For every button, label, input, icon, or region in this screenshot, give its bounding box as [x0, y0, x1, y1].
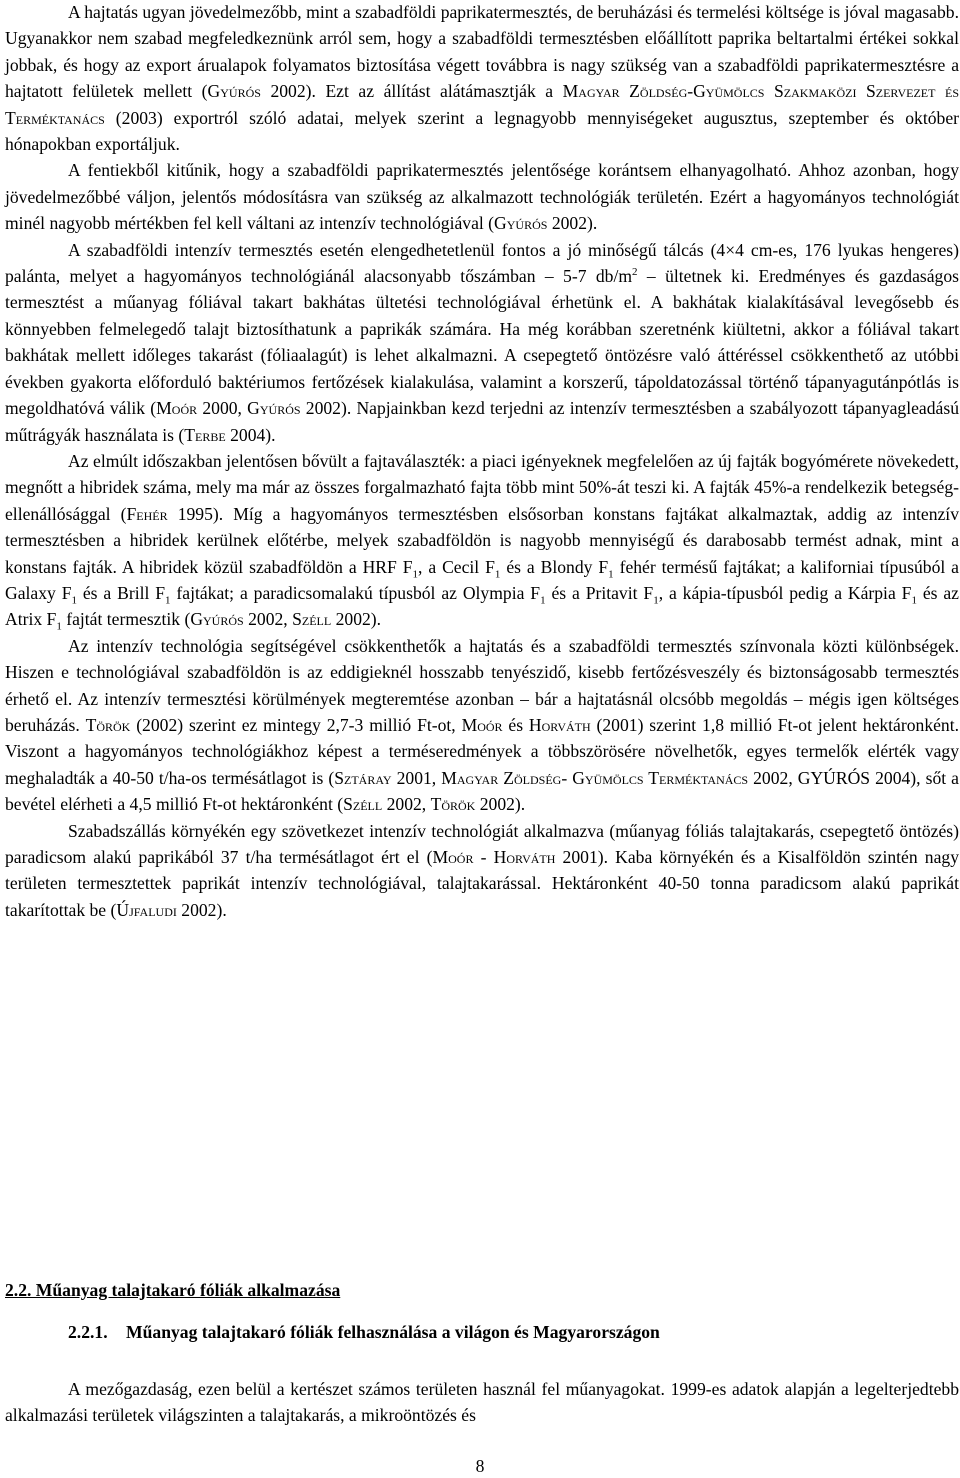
- text-run: A hajtatás ugyan jövedelmezőbb, mint a szabadföldi paprikatermesztés, de beruházási és termelési költsége is jóval magasabb. Ugyanakkor nem szabad megfeledkeznünk arról sem, hogy a szabadföldi termesztésben előállított paprika beltartalmi értékei sokkal jobbak, és hogy az export árualapok folyamatos biztosítása végett továbbra is nagy szükség van a szabadföldi paprikatermesztésre a hajtatott felületek mellett (: [5, 2, 959, 102]
- text-run: , a kápia-típusból pedig a Kárpia F: [658, 582, 912, 603]
- text-run: 2000,: [197, 398, 248, 419]
- citation-author: Magyar Zöldség-Gyümölcs Szakmaközi Szervezet és Terméktanács: [5, 81, 960, 128]
- citation-author: Gyúrós: [207, 81, 261, 102]
- text-run: 2004).: [225, 424, 276, 445]
- text-run: és: [502, 714, 529, 735]
- page-number: 8: [475, 1456, 485, 1476]
- paragraph: [5, 448, 959, 633]
- text-run: Szabadszállás környékén egy szövetkezet intenzív technológiát alkalmazva (műanyag fóliás talajtakarás, csepegtető öntözés) paradicsom alakú paprikából 37 t/ha termésátlagot ért el (: [5, 820, 959, 867]
- text-run: és a Blondy F: [500, 556, 609, 577]
- citation-author: Fehér: [126, 503, 168, 524]
- text-run: 2002,: [243, 609, 293, 630]
- text-run: 2002, GYÚRÓS 2004), sőt a bevétel elérheti a 4,5 millió Ft-ot hektáronként (: [5, 767, 959, 815]
- citation-author: Széll: [343, 794, 383, 815]
- paragraph: [5, 237, 959, 448]
- text-run: 2002).: [475, 794, 526, 815]
- subscript: 1: [56, 620, 62, 633]
- superscript: 2: [632, 266, 638, 279]
- citation-author: Terbe: [184, 424, 226, 445]
- tail-text: [5, 1376, 959, 1429]
- text-run: 2002).: [176, 899, 227, 920]
- text-run: 2002).: [547, 213, 598, 234]
- citation-author: Horváth: [493, 847, 556, 867]
- paragraph: [5, 818, 959, 924]
- citation-author: Újfaludi: [116, 899, 177, 920]
- text-run: fajtát termesztik (: [61, 609, 191, 630]
- text-run: és a Pritavit F: [545, 582, 654, 603]
- paragraph: [5, 633, 959, 818]
- text-run: és az Atrix F: [5, 582, 959, 630]
- text-run: 2002,: [382, 794, 431, 815]
- text-run: Az intenzív technológia segítségével csökkenthetők a hajtatás és a szabadföldi termesztés színvonala közti különbségek. Hiszen e technológiával szabadföldön is az eddigieknél hosszabb tenyészidő, kisebb fertőzésveszély és biztonságosabb termesztés érhető el. Az intenzív termesztési körülmények megteremtése azonban – bár a hajtatásnál olcsóbb megoldás – mégis igen költséges beruházás.: [5, 635, 959, 735]
- section-heading: 2.2. Műanyag talajtakaró fóliák alkalmazása: [5, 1280, 341, 1300]
- text-run: 1995). Míg a hagyományos termesztésben elsősorban konstans fajtákat alkalmaztak, addig az intenzív termesztésben a hibridek kerülnek előtérbe, melyek szabadföldön is nagyobb mennyiségű és darabosabb termést adnak, mint a konstans fajták. A hibridek közül szabadföldön a HRF F: [5, 503, 959, 577]
- text-run: (2002) szerint ez mintegy 2,7-3 millió Ft-ot,: [130, 714, 462, 735]
- subsection-number: 2.2.1.: [68, 1322, 108, 1342]
- citation-author: Magyar Zöldség- Gyümölcs Terméktanács: [441, 767, 749, 788]
- text-run: (2003) exportról szóló adatai, melyek szerint a legnagyobb mennyiségeket augusztus, szeptember és október hónapokban exportáljuk.: [5, 107, 959, 155]
- citation-author: Moór: [156, 398, 198, 419]
- paragraph: A mezőgazdaság, ezen belül a kertészet számos területen használ fel műanyagokat. 1999-es adatok alapján a legelterjedtebb alkalmazási területek világszinten a talajtakarás, a mikroöntözés és: [5, 1379, 959, 1426]
- citation-author: Gyúrós: [190, 609, 244, 630]
- text-run: , a Cecil F: [418, 556, 495, 577]
- subscript: 1: [71, 594, 77, 607]
- text-run: és a Brill F: [76, 582, 166, 603]
- subscript: 1: [911, 594, 917, 607]
- subscript: 1: [653, 594, 659, 607]
- subsection-title: Műanyag talajtakaró fóliák felhasználása a világon és Magyarországon: [126, 1322, 660, 1342]
- citation-author: Moór: [432, 847, 474, 867]
- text-run: A szabadföldi intenzív termesztés esetén elengedhetetlenül fontos a jó minőségű tálcás (4×4 cm-es, 176 lyukas hengeres) palánta, melyet a hagyományos technológiánál alacsonyabb tőszámban – 5-7 db/m: [5, 239, 959, 287]
- text-run: A fentiekből kitűnik, hogy a szabadföldi paprikatermesztés jelentősége korántsem elhanyagolható. Ahhoz azonban, hogy jövedelmezőbbé váljon, jelentős módosításra van szükség az alkalmazott technológiák területén. Ezért a hagyományos technológiát minél nagyobb mértékben fel kell váltani az intenzív technológiával (: [5, 160, 959, 234]
- text-run: 2002). Napjainkban kezd terjedni az intenzív termesztésben a szabályozott tápanyagleadású műtrágyák használata is (: [5, 398, 959, 445]
- citation-author: Török: [85, 714, 131, 735]
- paragraph: [5, 0, 959, 157]
- citation-author: Gyúrós: [247, 398, 301, 419]
- subscript: 1: [412, 568, 419, 581]
- subsection-heading: [68, 1322, 660, 1343]
- body-text: [5, 0, 959, 923]
- subscript: 1: [494, 568, 501, 581]
- citation-author: Széll: [292, 609, 332, 630]
- citation-author: Török: [430, 794, 476, 815]
- subscript: 1: [608, 568, 614, 581]
- text-run: Az elmúlt időszakban jelentősen bővült a fajtaválaszték: a piaci igényeknek megfelelően az új fajták bogyómérete növekedett, megnőtt a hibridek száma, mely ma már az összes forgalmazható fajta több mint 50%-át teszi ki. A fajták 45%-a rendelkezik betegség-ellenállósággal (: [5, 450, 959, 524]
- citation-author: Moór: [461, 714, 503, 735]
- citation-author: Horváth: [528, 714, 591, 735]
- text-run: 2001,: [391, 767, 442, 788]
- citation-author: Sztáray: [334, 767, 392, 788]
- citation-author: Gyúrós: [494, 213, 548, 234]
- text-run: – ültetnek ki. Eredményes és gazdaságos termesztést a műanyag fóliával takart bakhátas ültetési technológiával érhetünk el. A bakhátak kialakításával levegősebb és könnyebben felmelegedő talajt biztosíthatunk a paprikák számára. Ha még korábban szeretnénk kiültetni, akkor a fóliával takart bakhátak mellett időleges takarást (fóliaalagút) is lehet alkalmazni. A csepegtető öntözésre való áttéréssel csökkenthető az utóbbi években gyakorta előforduló baktériumos fertőzések kialakulása, valamint a korszerű, tápoldatozással történő tápanyagutánpótlás is megoldhatóvá válik (: [5, 266, 959, 419]
- subscript: 1: [165, 594, 171, 607]
- text-run: (2001) szerint 1,8 millió Ft-ot jelent hektáronként. Viszont a hagyományos technológiákhoz képest a terméseredmények a többszörösére növelhetők, egyes termelők elérték vagy meghaladták a 40-50 t/ha-os termésátlagot is (: [5, 714, 960, 788]
- text-run: fehér termésű fajtákat; a kaliforniai típusúból a Galaxy F: [5, 556, 959, 603]
- text-run: 2002).: [331, 609, 382, 630]
- text-run: fajtákat; a paradicsomalakú típusból az Olympia F: [170, 582, 541, 603]
- paragraph: [5, 157, 959, 236]
- subscript: 1: [540, 594, 546, 607]
- text-run: 2002). Ezt az állítást alátámasztják a: [260, 81, 563, 102]
- text-run: 2001). Kaba környékén és a Kisalföldön szintén nagy területen termesztettek paprikát intenzív technológiával, talajtakarással. Hektáronként 40-50 tonna paradicsom alakú paprikát takarítottak be (: [5, 847, 960, 920]
- text-run: -: [473, 847, 494, 867]
